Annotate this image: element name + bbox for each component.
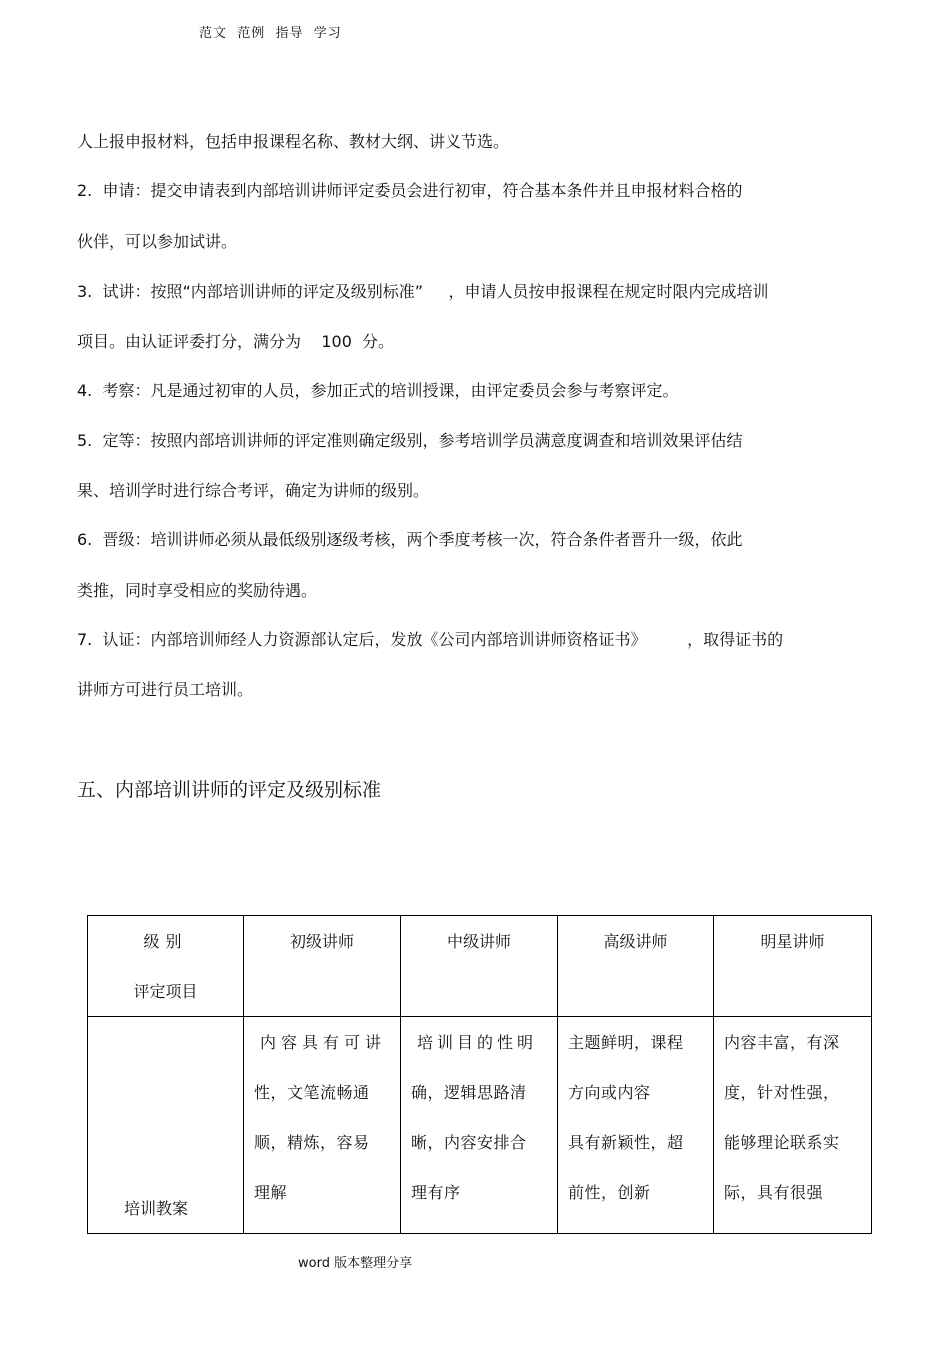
header-cell-intermediate — [401, 916, 558, 1017]
paragraph-line: 类推，同时享受相应的奖励待遇。 — [77, 581, 318, 600]
paragraph-line: 5. 定等：按照内部培训讲师的评定准则确定级别，参考培训学员满意度调查和培训效果评估结 — [77, 431, 743, 450]
cell-line: 能够理论联系实 — [724, 1133, 840, 1152]
corner-level-label: 级别 — [143, 932, 188, 951]
paragraph-line: 伙伴，可以参加试讲。 — [77, 232, 238, 251]
paragraph-line: 果、培训学时进行综合考评，确定为讲师的级别。 — [77, 481, 430, 500]
table-row — [88, 1017, 872, 1234]
corner-header-cell — [88, 916, 244, 1017]
cell-line: 晰，内容安排合 — [411, 1133, 527, 1152]
cell-line: 具有新颖性，超 — [568, 1133, 684, 1152]
corner-item-label: 评定项目 — [133, 982, 198, 1001]
header-label: 明星讲师 — [760, 932, 825, 951]
paragraph-line: 7. 认证：内部培训师经人力资源部认定后，发放《公司内部培训讲师资格证书》 ，取得证书的 — [77, 630, 784, 649]
paragraph-line: 4. 考察：凡是通过初审的人员，参加正式的培训授课，由评定委员会参与考察评定。 — [77, 381, 679, 400]
cell-line: 度，针对性强， — [724, 1083, 840, 1102]
paragraph-line: 6. 晋级：培训讲师必须从最低级别逐级考核，两个季度考核一次，符合条件者晋升一级，依此 — [77, 530, 743, 549]
header-label: 初级讲师 — [289, 932, 354, 951]
cell-line: 前性，创新 — [568, 1183, 651, 1202]
table-cell — [558, 1017, 714, 1234]
cell-line: 顺，精炼，容易 — [254, 1133, 370, 1152]
cell-line: 确，逻辑思路清 — [411, 1083, 527, 1102]
table-cell — [244, 1017, 401, 1234]
cell-line: 内容丰富，有深 — [724, 1033, 840, 1052]
cell-line: 性，文笔流畅通 — [254, 1083, 370, 1102]
section-title: 五、内部培训讲师的评定及级别标准 — [77, 779, 382, 801]
paragraph-line: 2. 申请：提交申请表到内部培训讲师评定委员会进行初审，符合基本条件并且申报材料合格的 — [77, 181, 743, 200]
paragraph-line: 3. 试讲：按照“内部培训讲师的评定及级别标准” ，申请人员按申报课程在规定时限内完成培训 — [77, 282, 769, 301]
page-header: 范文 范例 指导 学习 — [199, 26, 342, 41]
header-label: 高级讲师 — [603, 932, 668, 951]
cell-line: 理有序 — [411, 1183, 461, 1202]
paragraph-line: 讲师方可进行员工培训。 — [77, 680, 254, 699]
cell-line: 主题鲜明，课程 — [568, 1033, 684, 1052]
row-label: 培训教案 — [124, 1199, 189, 1218]
page-footer: word 版本整理分享 — [298, 1256, 413, 1271]
cell-line: 方向或内容 — [568, 1083, 651, 1102]
paragraph-line: 人上报申报材料，包括申报课程名称、教材大纲、讲义节选。 — [77, 132, 510, 151]
row-label-cell — [88, 1017, 244, 1234]
header-cell-junior — [244, 916, 401, 1017]
table-cell — [714, 1017, 872, 1234]
cell-line: 际，具有很强 — [724, 1183, 824, 1202]
header-label: 中级讲师 — [446, 932, 511, 951]
cell-line: 内容具有可讲 — [260, 1033, 387, 1052]
cell-line: 理解 — [254, 1183, 288, 1202]
header-cell-star — [714, 916, 872, 1017]
table-header-row — [88, 916, 872, 1017]
cell-line: 培训目的性明 — [417, 1033, 538, 1052]
grade-standard-table — [87, 915, 872, 1234]
header-cell-senior — [558, 916, 714, 1017]
paragraph-line: 项目。由认证评委打分，满分为 100 分。 — [77, 332, 395, 351]
table-cell — [401, 1017, 558, 1234]
